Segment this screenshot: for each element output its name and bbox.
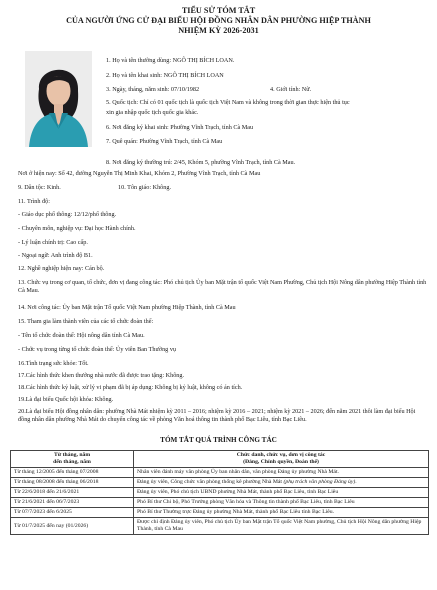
info-political-theory: - Lý luận chính trị: Cao cấp. (18, 239, 88, 246)
doc-subtitle: CỦA NGƯỜI ỨNG CỬ ĐẠI BIỂU HỘI ĐỒNG NHÂN DÂN PHƯỜNG HIỆP THÀNH (66, 16, 371, 25)
process-table-title: TÓM TẮT QUÁ TRÌNH CÔNG TÁC (160, 436, 277, 444)
info-awards: 17.Các hình thức khen thưởng nhà nước đã được trao tặng: Không. (18, 372, 185, 379)
column-header-position-line1: Chức danh, chức vụ, đơn vị công tác (236, 452, 326, 458)
portrait-photo (25, 51, 92, 147)
row-description (134, 488, 429, 498)
info-common-name: 1. Họ và tên thường dùng: NGÔ THỊ BÍCH LOAN. (106, 57, 235, 64)
info-nationality-cont: xin gia nhập quốc tịch quốc gia khác. (106, 109, 199, 116)
row-description-text: Phó Bí thư Chi bộ, Phó Trưởng phòng Văn hóa và Thông tin thành phố Bạc Liêu, tỉnh Bạc Liêu (137, 499, 355, 505)
table-row (11, 478, 429, 488)
column-header-period (11, 451, 134, 468)
info-gender: 4. Giới tính: Nữ. (270, 86, 312, 93)
column-header-position (134, 451, 429, 468)
table-header-row (11, 451, 429, 468)
table-row (11, 498, 429, 508)
info-nationality: 5. Quốc tịch: Chỉ có 01 quốc tịch là quốc tịch Việt Nam và không trong thời gian thực hiện thủ tục (106, 99, 350, 106)
row-description (134, 498, 429, 508)
info-dob: 3. Ngày, tháng, năm sinh: 07/10/1982 (106, 86, 200, 93)
info-hometown: 7. Quê quán: Phường Vĩnh Trạch, tỉnh Cà Mau (106, 138, 223, 145)
row-period: Từ 01/7/2025 đến nay (01/2026) (11, 518, 134, 535)
table-row (11, 488, 429, 498)
row-description-note: (phụ trách văn phòng Đảng ủy). (283, 479, 357, 485)
row-description-text: Được chỉ định Đảng ủy viên, Phó chủ tịch Ủy ban Mặt trận Tổ quốc Việt Nam phường, Chủ tịch Hội Nông dân phường Hiệp Thành, tỉnh Cà Mau (137, 519, 422, 532)
row-period: Từ tháng 08/2008 đến tháng 06/2018 (11, 478, 134, 488)
info-council-delegate: 20.Là đại biểu Hội đồng nhân dân: phường Nhà Mát nhiệm kỳ 2011 – 2016; nhiệm kỳ 2016 – 2021; nhiệm kỳ 2021 – 2026; đến năm 2021 thôi làm đại biểu Hội đồng nhân dân phường Nhà Mát do chuyển công tác về phòng Văn hoá thông tin thành phố Bạc Liêu, tỉnh Bạc Liêu. (18, 408, 416, 423)
row-description (134, 468, 429, 478)
info-organization-role: - Chức vụ trong từng tổ chức đoàn thể: Ủy viên Ban Thường vụ (18, 346, 177, 353)
info-birth-registration: 6. Nơi đăng ký khai sinh: Phường Vĩnh Trạch, tỉnh Cà Mau (106, 124, 254, 131)
info-religion: 10. Tôn giáo: Không. (118, 184, 171, 191)
row-period: Từ 07/7/2023 đến 6/2025 (11, 508, 134, 518)
row-description-text: Đảng ủy viên, Phó chủ tịch UBND phường Nhà Mát, thành phố Bạc Liêu, tỉnh Bạc Liêu (137, 489, 339, 495)
row-description (134, 478, 429, 488)
info-general-education: - Giáo dục phổ thông: 12/12/phổ thông. (18, 211, 117, 218)
row-description-text: Đảng ủy viên, Công chức văn phòng thống kê phường Nhà Mát (137, 479, 283, 485)
column-header-position-line2: (Đảng, Chính quyền, Đoàn thể) (243, 459, 319, 465)
info-health: 16.Tình trạng sức khỏe: Tốt. (18, 360, 89, 367)
doc-term: NHIỆM KỲ 2026-2031 (178, 26, 259, 35)
row-description-text: Phó Bí thư Thường trực Đảng ủy phường Nhà Mát, thành phố Bạc Liêu tỉnh Bạc Liêu. (137, 509, 335, 515)
doc-title: TIỂU SỬ TÓM TẮT (181, 6, 256, 15)
info-current-residence: Nơi ở hiện nay: Số 42, đường Nguyễn Thị Minh Khai, Khóm 2, Phường Vĩnh Trạch, tỉnh Cà Mau (18, 170, 261, 177)
row-period: Từ 21/6/2021 đến 06/7/2023 (11, 498, 134, 508)
row-description-text: Nhân viên đánh máy văn phòng Ủy ban nhân dân, văn phòng Đảng ủy phường Nhà Mát. (137, 469, 339, 475)
column-header-period-line1: Từ tháng, năm (53, 452, 91, 458)
process-table (10, 450, 429, 535)
table-row (11, 518, 429, 535)
info-position: 13. Chức vụ trong cơ quan, tổ chức, đơn vị đang công tác: Phó chủ tịch Ủy ban Mặt trận tổ quốc Việt Nam Phường, Chủ tịch Hội Nông dân phường Hiệp Thành tỉnh Cà Mau. (18, 279, 427, 294)
info-organizations-heading: 15. Tham gia làm thành viên của các tổ chức đoàn thể: (18, 318, 154, 325)
table-row (11, 508, 429, 518)
column-header-period-line2: đến tháng, năm (53, 459, 91, 465)
info-national-assembly: 19.Là đại biểu Quốc hội khóa: Không. (18, 396, 114, 403)
row-description (134, 508, 429, 518)
info-workplace: 14. Nơi công tác: Ủy ban Mặt trận Tổ quốc Việt Nam phường Hiệp Thành, tỉnh Cà Mau (18, 304, 236, 311)
row-description (134, 518, 429, 535)
info-foreign-language: - Ngoại ngữ: Anh trình độ B1. (18, 252, 93, 259)
info-occupation: 12. Nghề nghiệp hiện nay: Cán bộ. (18, 265, 105, 272)
info-education-heading: 11. Trình độ: (18, 198, 50, 205)
row-period: Từ tháng 12/2005 đến tháng 07/2008 (11, 468, 134, 478)
info-organization-name: - Tên tổ chức đoàn thể: Hội nông dân tỉnh Cà Mau. (18, 332, 145, 339)
info-permanent-address: 8. Nơi đăng ký thường trú: 2/45, Khóm 5, phường Vĩnh Trạch, tỉnh Cà Mau. (106, 159, 296, 166)
table-row (11, 468, 429, 478)
info-professional: - Chuyên môn, nghiệp vụ: Đại học Hành chính. (18, 225, 136, 232)
row-period: Từ 22/6/2018 đến 21/6/2021 (11, 488, 134, 498)
info-birth-name: 2. Họ và tên khai sinh: NGÔ THỊ BÍCH LOAN (106, 72, 224, 79)
info-ethnicity: 9. Dân tộc: Kinh. (18, 184, 61, 191)
info-discipline: 18.Các hình thức kỷ luật, xử lý vi phạm đã bị áp dụng: Không bị kỷ luật, không có án tích. (18, 384, 243, 391)
